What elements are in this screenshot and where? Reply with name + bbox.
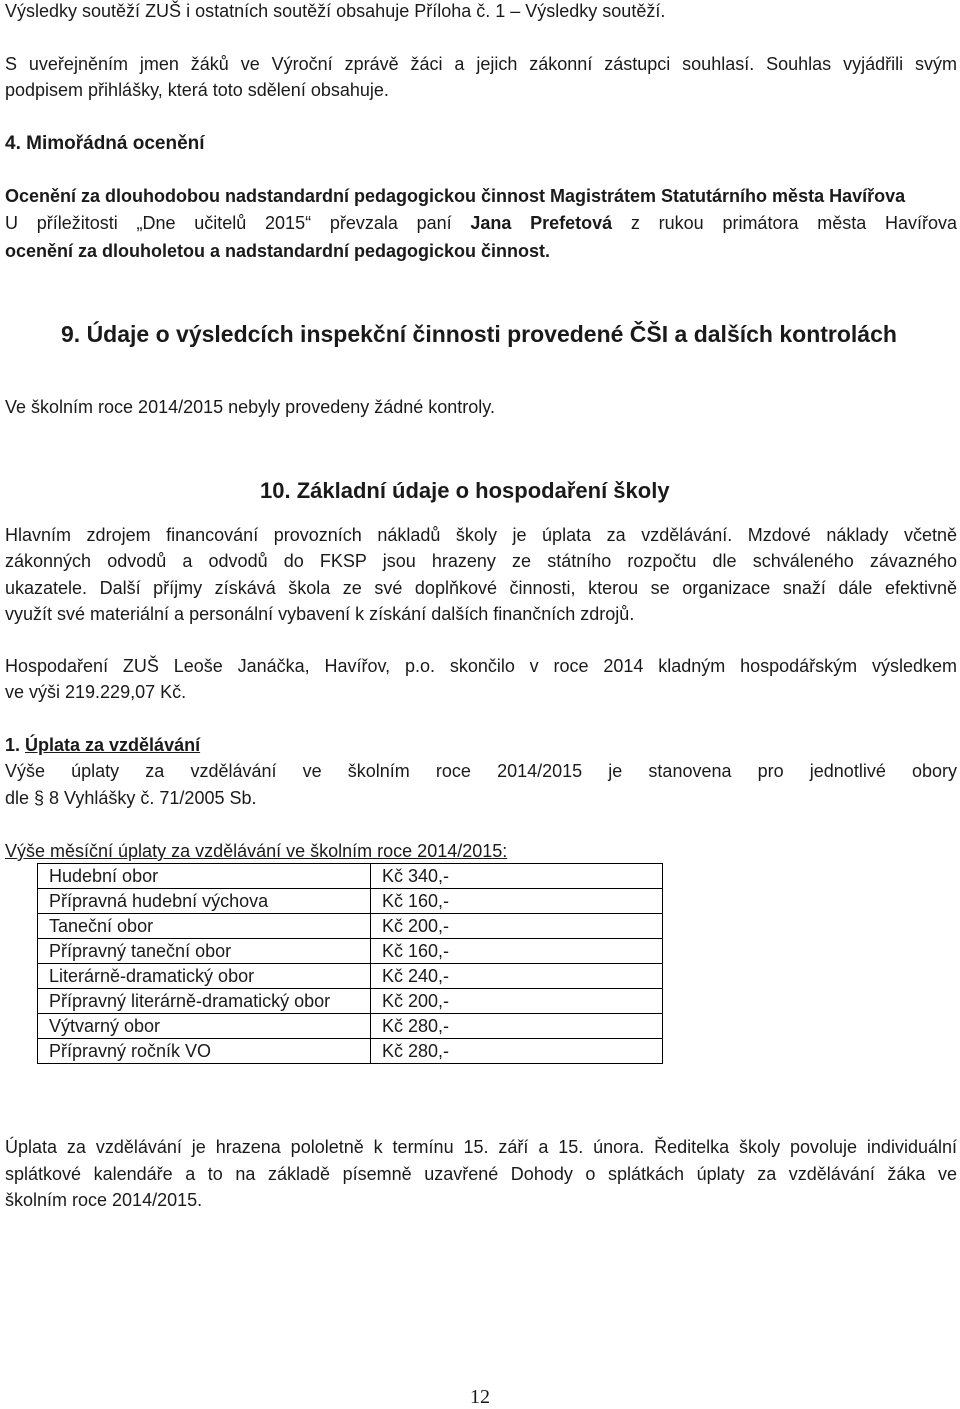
fee-table: [37, 863, 663, 1064]
fee-table-caption: Výše měsíční úplaty za vzdělávání ve školním roce 2014/2015:: [5, 841, 508, 861]
fee-table-body: [38, 864, 663, 1064]
award-line-2-end: z rukou primátora města Havířova: [612, 213, 957, 233]
fee-amount-cell: Kč 280,-: [371, 1014, 663, 1039]
fee-table-row: [38, 989, 663, 1014]
intro-line-3: podpisem přihlášky, která toto sdělení obsahuje.: [5, 80, 389, 100]
fee-obor-cell: Výtvarný obor: [38, 1014, 371, 1039]
fee-amount-cell: Kč 200,-: [371, 989, 663, 1014]
closing-line-1: Úplata za vzdělávání je hrazena pololetně k termínu 15. září a 15. února. Ředitelka školy povoluje individuální: [5, 1137, 957, 1157]
finance-p1-line-1: Hlavním zdrojem financování provozních nákladů školy je úplata za vzdělávání. Mzdové náklady včetně: [5, 525, 957, 545]
award-line-1: Ocenění za dlouhodobou nadstandardní pedagogickou činnost Magistrátem Statutárního města Havířova: [5, 186, 906, 206]
fee-table-row: [38, 889, 663, 914]
finance-p1-line-4: využít své materiální a personální vybavení k získání dalších finančních zdrojů.: [5, 604, 635, 624]
fee-amount-cell: Kč 340,-: [371, 864, 663, 889]
fee-table-row: [38, 1014, 663, 1039]
closing-line-2: splátkové kalendáře a to na základě písemně uzavřené Dohody o splátkách úplaty za vzdělávání žáka ve: [5, 1164, 957, 1184]
fee-obor-cell: Literárně-dramatický obor: [38, 964, 371, 989]
inspection-text: Ve školním roce 2014/2015 nebyly provedeny žádné kontroly.: [5, 397, 495, 417]
fee-amount-cell: Kč 240,-: [371, 964, 663, 989]
fee-obor-cell: Přípravná hudební výchova: [38, 889, 371, 914]
fee-basis-line-1: Výše úplaty za vzdělávání ve školním roce 2014/2015 je stanovena pro jednotlivé obory: [5, 761, 957, 781]
finance-p2-line-2: ve výši 219.229,07 Kč.: [5, 682, 187, 702]
section-9-heading: 9. Údaje o výsledcích inspekční činnosti provedené ČŠI a dalších kontrolách: [61, 321, 897, 347]
intro-line-1: Výsledky soutěží ZUŠ i ostatních soutěží obsahuje Příloha č. 1 – Výsledky soutěží.: [5, 1, 666, 21]
fee-obor-cell: Přípravný taneční obor: [38, 939, 371, 964]
page-number: 12: [470, 1386, 490, 1408]
fee-table-row: [38, 914, 663, 939]
fee-amount-cell: Kč 200,-: [371, 914, 663, 939]
intro-line-2: S uveřejněním jmen žáků ve Výroční zprávě žáci a jejich zákonní zástupci souhlasí. Souhlas vyjádřili svým: [5, 54, 957, 74]
finance-p1-line-2: zákonných odvodů a odvodů do FKSP jsou hrazeny ze státního rozpočtu dle schváleného závazného: [5, 551, 957, 571]
fee-table-row: [38, 864, 663, 889]
fee-obor-cell: Přípravný ročník VO: [38, 1039, 371, 1064]
fee-obor-cell: Přípravný literárně-dramatický obor: [38, 989, 371, 1014]
fee-obor-cell: Hudební obor: [38, 864, 371, 889]
fee-amount-cell: Kč 160,-: [371, 889, 663, 914]
section-10-heading: 10. Základní údaje o hospodaření školy: [260, 478, 670, 503]
finance-p1-line-3: ukazatele. Další příjmy získává škola ze své doplňkové činnosti, kterou se organizace snaží dále efektivně: [5, 578, 957, 598]
subsection-1-number: 1.: [5, 735, 26, 755]
subsection-1-title: Úplata za vzdělávání: [25, 735, 201, 755]
closing-line-3: školním roce 2014/2015.: [5, 1190, 203, 1210]
fee-table-row: [38, 939, 663, 964]
fee-table-row: [38, 1039, 663, 1064]
award-line-2-start: U příležitosti „Dne učitelů 2015“ převzala paní: [5, 213, 471, 233]
fee-obor-cell: Taneční obor: [38, 914, 371, 939]
section-4-heading: 4. Mimořádná ocenění: [5, 133, 205, 154]
award-line-3: ocenění za dlouholetou a nadstandardní pedagogickou činnost.: [5, 241, 551, 261]
fee-table-row: [38, 964, 663, 989]
award-line-2: [5, 212, 957, 234]
subsection-1-heading: [5, 734, 200, 756]
awardee-name: Jana Prefetová: [470, 213, 613, 233]
fee-amount-cell: Kč 160,-: [371, 939, 663, 964]
fee-amount-cell: Kč 280,-: [371, 1039, 663, 1064]
fee-basis-line-2: dle § 8 Vyhlášky č. 71/2005 Sb.: [5, 788, 257, 808]
finance-p2-line-1: Hospodaření ZUŠ Leoše Janáčka, Havířov, p.o. skončilo v roce 2014 kladným hospodářským výsledkem: [5, 656, 957, 676]
